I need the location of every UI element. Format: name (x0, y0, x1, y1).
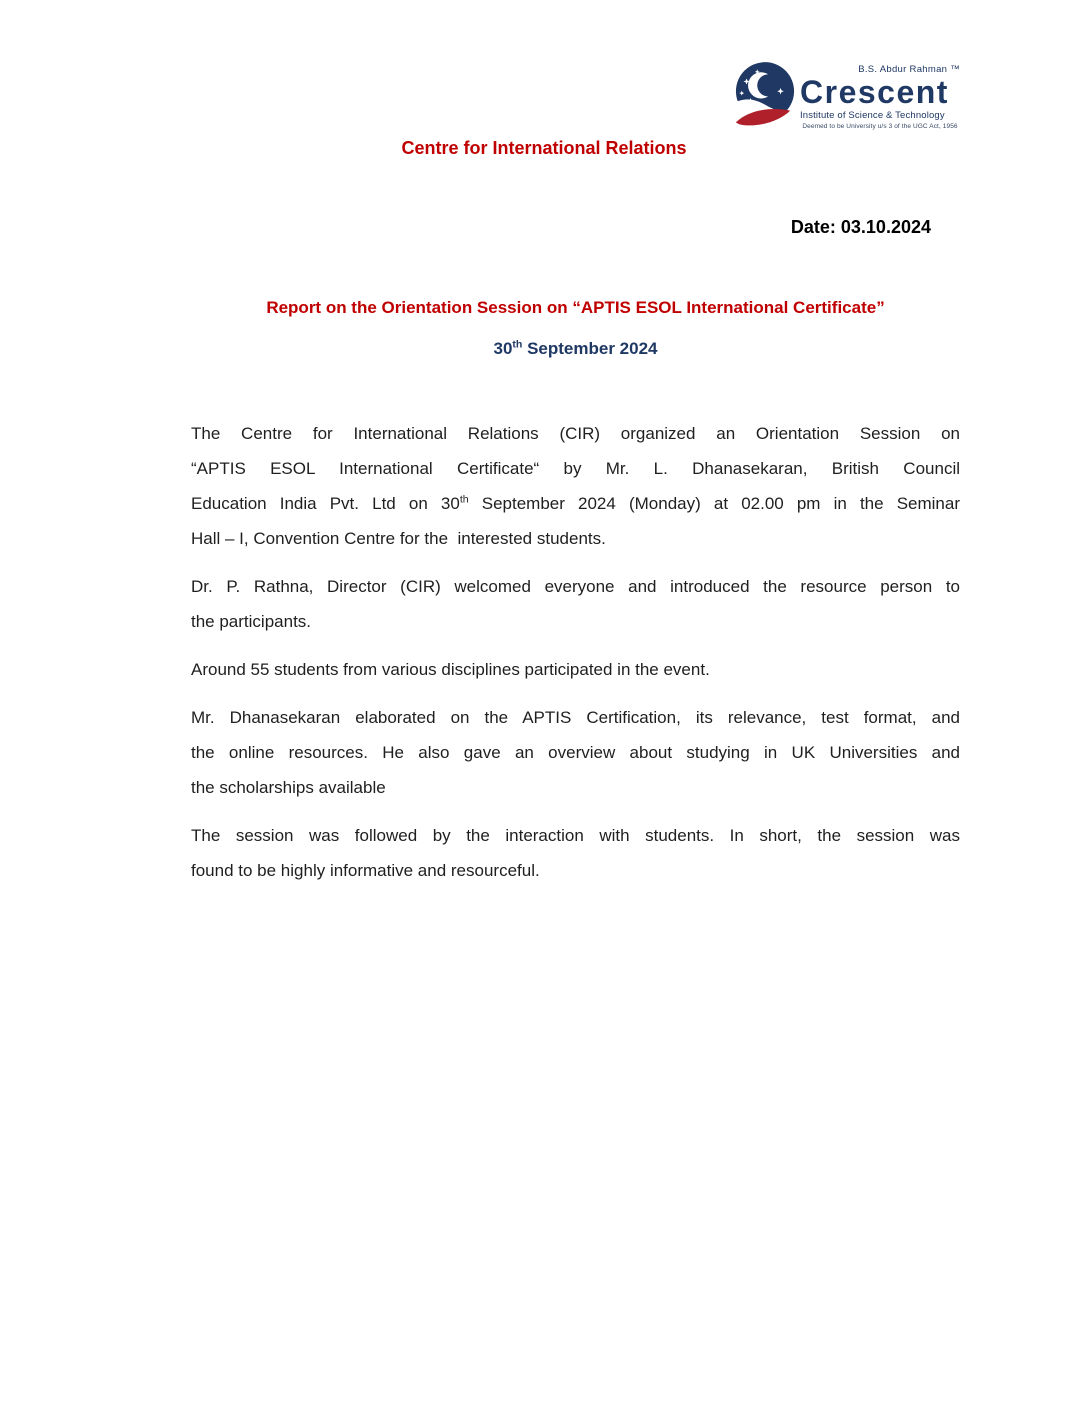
centre-heading: Centre for International Relations (401, 138, 687, 158)
report-title: Report on the Orientation Session on “APTIS ESOL International Certificate” (266, 298, 885, 317)
paragraph (191, 700, 960, 805)
report-date-line (191, 337, 960, 361)
logo-trademark-line: B.S. Abdur Rahman ™ (858, 64, 960, 75)
date-line: Date: 03.10.2024 (790, 217, 931, 237)
logo-deemed-line: Deemed to be University u/s 3 of the UGC Act, 1956 (802, 123, 958, 130)
report-date-day: 30 (493, 339, 513, 358)
paragraph-line: the participants. (191, 612, 312, 631)
crescent-emblem-icon (734, 62, 796, 132)
paragraph-line: found to be highly informative and resourceful. (191, 861, 540, 880)
logo-text-block (800, 62, 960, 130)
paragraph-line: The Centre for International Relations (CIR) organized an Orientation Session on (191, 424, 960, 443)
paragraph-line: the scholarships available (191, 778, 386, 797)
paragraph-line: Dr. P. Rathna, Director (CIR) welcomed everyone and introduced the resource person to (191, 577, 960, 596)
paragraph (191, 416, 960, 556)
paragraph (191, 569, 960, 639)
report-title-block (191, 296, 960, 361)
report-date-ordinal: th (512, 338, 523, 351)
paragraph (191, 652, 960, 687)
paragraph-line: Education India Pvt. Ltd on 30th September 2024 (Monday) at 02.00 pm in the Seminar (191, 493, 960, 513)
paragraph (191, 818, 960, 888)
logo-subtitle: Institute of Science & Technology (800, 110, 945, 121)
logo-wordmark: Crescent (800, 74, 949, 110)
paragraph-line: The session was followed by the interaction with students. In short, the session was (191, 826, 960, 845)
paragraph-line: the online resources. He also gave an overview about studying in UK Universities and (191, 743, 960, 762)
paragraph-line: “APTIS ESOL International Certificate“ by Mr. L. Dhanasekaran, British Council (191, 459, 960, 478)
report-body (191, 416, 960, 901)
paragraph-line: Hall – I, Convention Centre for the interested students. (191, 529, 606, 548)
report-date-rest: September 2024 (522, 339, 658, 358)
institution-logo (734, 62, 960, 132)
paragraph-line: Mr. Dhanasekaran elaborated on the APTIS Certification, its relevance, test format, and (191, 708, 960, 727)
paragraph-line: Around 55 students from various disciplines participated in the event. (191, 660, 710, 679)
